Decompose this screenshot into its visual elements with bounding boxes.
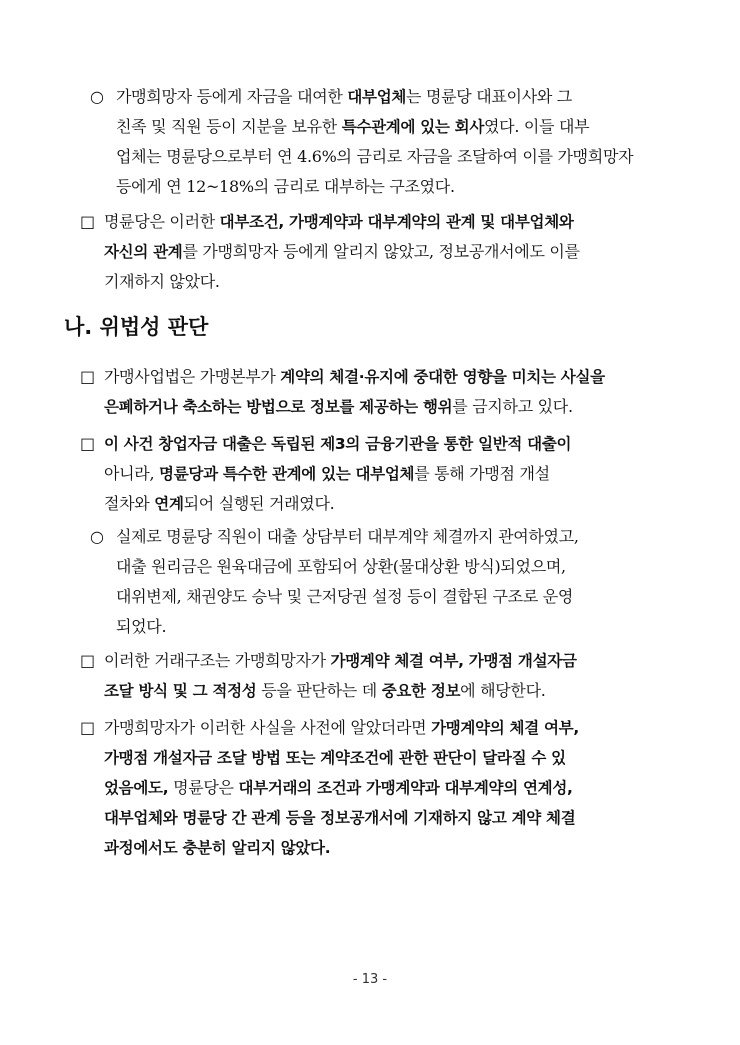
paragraph-nondisclosure xyxy=(80,207,676,297)
text-line xyxy=(104,392,676,422)
bold-text-run: 명륜당과 특수한 관계에 있는 대부업체 xyxy=(159,465,415,483)
text-line xyxy=(116,552,676,582)
box-bullet-marker: □ xyxy=(80,367,95,386)
text-line xyxy=(104,362,676,392)
text-run: 를 가맹희망자 등에게 알리지 않았고, 정보공개서에도 이를 xyxy=(182,242,580,261)
text-run: 실제로 명륜당 직원이 대출 상담부터 대부계약 체결까지 관여하였고, xyxy=(116,527,579,546)
bold-text-run: 가맹점 개설자금 조달 방법 또는 계약조건에 관한 판단이 달라질 수 있 xyxy=(104,749,566,767)
circle-bullet-marker: ○ xyxy=(90,87,104,106)
bold-text-run: 이 사건 창업자금 대출은 독립된 제3의 금융기관을 통한 일반적 대출이 xyxy=(104,435,572,453)
paragraph-conclusion xyxy=(80,713,676,863)
text-run: 를 금지하고 있다. xyxy=(452,397,573,416)
text-line xyxy=(116,142,676,172)
text-run: 가맹희망자 등에게 자금을 대여한 xyxy=(116,87,348,106)
text-run: 기재하지 않았다. xyxy=(104,272,220,291)
page-number: - 13 - xyxy=(352,972,388,987)
text-line xyxy=(116,112,676,142)
bold-text-run: 중요한 정보 xyxy=(381,682,461,700)
text-line xyxy=(104,489,676,519)
text-run: 등에게 연 12~18%의 금리로 대부하는 구조였다. xyxy=(116,177,455,196)
circle-bullet-marker: ○ xyxy=(90,527,104,546)
paragraph-lender-relationship xyxy=(90,82,676,202)
text-run: 가맹사업법은 가맹본부가 xyxy=(104,367,281,386)
text-line xyxy=(104,833,676,863)
text-line xyxy=(104,646,676,676)
bold-text-run: 과정에서도 충분히 알리지 않았다. xyxy=(104,839,331,857)
text-line xyxy=(116,522,676,552)
bold-text-run: 가맹계약 체결 여부, 가맹점 개설자금 xyxy=(330,652,577,670)
text-line xyxy=(104,459,676,489)
bold-text-run: 특수관계에 있는 회사 xyxy=(341,118,485,136)
bold-text-run: 은폐하거나 축소하는 방법으로 정보를 제공하는 행위 xyxy=(104,398,453,416)
text-line xyxy=(104,803,676,833)
paragraph-important-information xyxy=(80,646,676,706)
text-run: 대위변제, 채권양도 승낙 및 근저당권 설정 등이 결합된 구조로 운영 xyxy=(116,587,574,606)
text-run: 대출 원리금은 원육대금에 포함되어 상환(물대상환 방식)되었으며, xyxy=(116,557,566,576)
text-line xyxy=(104,743,676,773)
text-run: 명륜당은 xyxy=(168,778,239,797)
bold-text-run: 대부업체 xyxy=(347,88,407,106)
text-line xyxy=(104,267,676,297)
bold-text-run: 대부거래의 조건과 가맹계약과 대부계약의 연계성, xyxy=(238,779,573,797)
text-run: 이러한 거래구조는 가맹희망자가 xyxy=(104,651,331,670)
text-line xyxy=(116,172,676,202)
bold-text-run: 대부업체와 명륜당 간 관계 등을 정보공개서에 기재하지 않고 계약 체결 xyxy=(104,809,576,827)
text-run: 등을 판단하는 데 xyxy=(256,681,382,700)
text-run: 친족 및 직원 등이 지분을 보유한 xyxy=(116,117,342,136)
text-line xyxy=(104,773,676,803)
box-bullet-marker: □ xyxy=(80,434,95,453)
text-line xyxy=(104,207,676,237)
text-run: 아니라, xyxy=(104,464,160,483)
paragraph-franchise-act xyxy=(80,362,676,422)
text-run: 업체는 명륜당으로부터 연 4.6%의 금리로 자금을 조달하여 이를 가맹희망자 xyxy=(116,147,634,166)
box-bullet-marker: □ xyxy=(80,718,95,737)
text-line xyxy=(116,82,676,112)
section-heading: 나. 위법성 판단 xyxy=(64,315,209,339)
text-run: 는 명륜당 대표이사와 그 xyxy=(406,87,572,106)
box-bullet-marker: □ xyxy=(80,651,95,670)
bold-text-run: 가맹계약의 체결 여부, xyxy=(431,719,579,737)
bold-text-run: 었음에도, xyxy=(104,779,169,797)
text-run: 절차와 xyxy=(104,494,155,513)
text-run: 였다. 이들 대부 xyxy=(484,117,590,136)
text-line xyxy=(104,713,676,743)
bold-text-run: 계약의 체결·유지에 중대한 영향을 미치는 사실을 xyxy=(280,368,605,386)
paragraph-loan-structure xyxy=(80,429,676,519)
text-run: 를 통해 가맹점 개설 xyxy=(414,464,550,483)
text-line xyxy=(104,429,676,459)
text-line xyxy=(104,676,676,706)
text-run: 에 해당한다. xyxy=(460,681,546,700)
text-line xyxy=(104,237,676,267)
bold-text-run: 자신의 관계 xyxy=(104,243,183,261)
bold-text-run: 조달 방식 및 그 적정성 xyxy=(104,682,257,700)
bold-text-run: 대부조건, 가맹계약과 대부계약의 관계 및 대부업체와 xyxy=(219,213,574,231)
text-run: 되었다. xyxy=(116,617,167,636)
text-run: 명륜당은 이러한 xyxy=(104,212,220,231)
text-run: 되어 실행된 거래였다. xyxy=(183,494,335,513)
paragraph-employee-involvement xyxy=(90,522,676,642)
text-line xyxy=(116,612,676,642)
text-line xyxy=(116,582,676,612)
text-run: 가맹희망자가 이러한 사실을 사전에 알았더라면 xyxy=(104,718,432,737)
bold-text-run: 연계 xyxy=(154,495,184,513)
box-bullet-marker: □ xyxy=(80,212,95,231)
